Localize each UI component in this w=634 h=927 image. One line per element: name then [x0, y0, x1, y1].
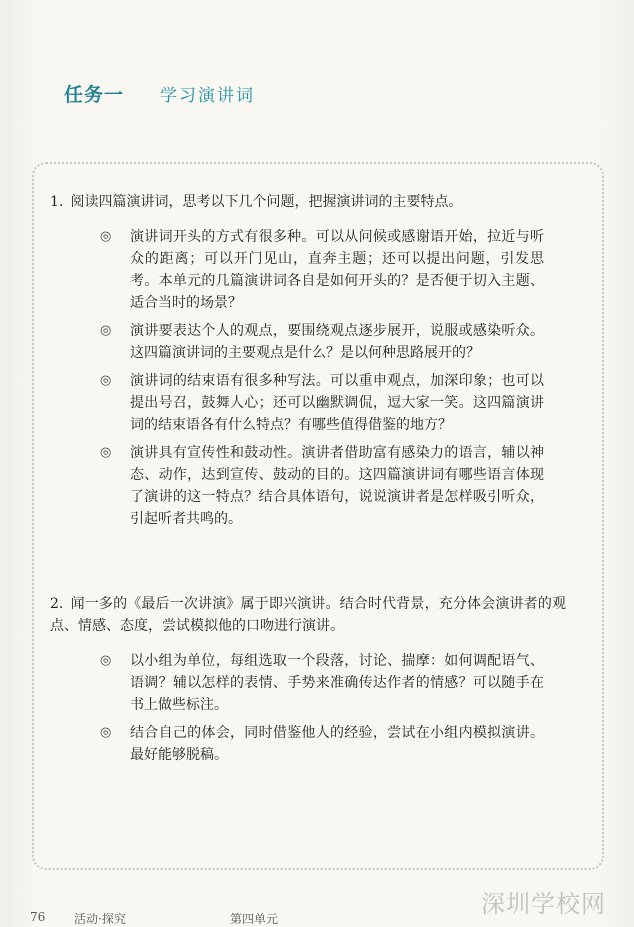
question-2-bullets [100, 650, 544, 772]
question-1-text: 阅读四篇演讲词，思考以下几个问题，把握演讲词的主要特点。 [70, 194, 463, 210]
bullet-text: 结合自己的体会，同时借鉴他人的经验，尝试在小组内模拟演讲。最好能够脱稿。 [130, 725, 544, 763]
bullet-text: 演讲要表达个人的观点，要围绕观点逐步展开，说服或感染听众。这四篇演讲词的主要观点是什么？是以何种思路展开的？ [130, 323, 544, 361]
list-item [100, 650, 544, 716]
footer-unit: 第四单元 [230, 912, 279, 926]
page-number: 76 [30, 910, 46, 924]
bullet-text: 以小组为单位，每组选取一个段落，讨论、揣摩：如何调配语气、语调？辅以怎样的表情、手势来准确传达作者的情感？可以随手在书上做些标注。 [130, 653, 544, 713]
question-1-bullets [100, 226, 544, 536]
bullet-icon: ◎ [100, 653, 112, 668]
bullet-icon: ◎ [100, 323, 112, 338]
list-item [100, 442, 544, 530]
list-item [100, 226, 544, 314]
bullet-icon: ◎ [100, 229, 112, 244]
list-item [100, 722, 544, 766]
task-title: 学习演讲词 [160, 86, 256, 106]
question-2-number: 2. [50, 596, 64, 612]
question-1-number: 1. [50, 194, 64, 210]
watermark: 深圳学校网 [481, 890, 606, 918]
task-header [64, 80, 255, 108]
footer-section: 活动·探究 [74, 912, 126, 926]
question-2 [50, 593, 566, 637]
bullet-text: 演讲词开头的方式有很多种。可以从问候或感谢语开始，拉近与听众的距离；可以开门见山，直奔主题；还可以提出问题，引发思考。本单元的几篇演讲词各自是如何开头的？是否便于切入主题、适合当时的场景？ [130, 229, 544, 311]
question-1 [50, 191, 590, 213]
bullet-text: 演讲具有宣传性和鼓动性。演讲者借助富有感染力的语言，辅以神态、动作，达到宣传、鼓动的目的。这四篇演讲词有哪些语言体现了演讲的这一特点？结合具体语句，说说演讲者是怎样吸引听众，引起听者共鸣的。 [130, 445, 544, 527]
bullet-icon: ◎ [100, 445, 112, 460]
bullet-icon: ◎ [100, 725, 112, 740]
list-item [100, 370, 544, 436]
bullet-text: 演讲词的结束语有很多种写法。可以重申观点，加深印象；也可以提出号召，鼓舞人心；还可以幽默调侃，逗大家一笑。这四篇演讲词的结束语各有什么特点？有哪些值得借鉴的地方？ [130, 373, 544, 433]
list-item [100, 320, 544, 364]
bullet-icon: ◎ [100, 373, 112, 388]
question-2-text: 闻一多的《最后一次讲演》属于即兴演讲。结合时代背景，充分体会演讲者的观点、情感、态度，尝试模拟他的口吻进行演讲。 [50, 596, 566, 634]
task-label: 任务一 [64, 84, 125, 106]
